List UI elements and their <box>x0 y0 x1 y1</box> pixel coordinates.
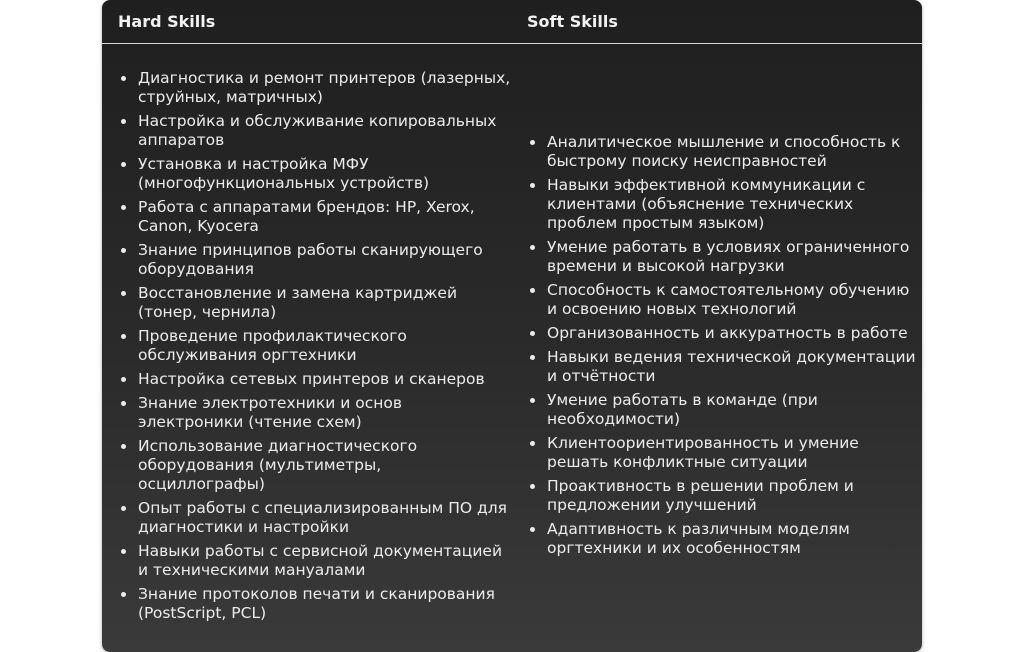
hard-skills-cell <box>102 44 511 652</box>
list-item: Способность к самостоятельному обучению и освоению новых технологий <box>527 281 922 319</box>
list-item: Знание электротехники и основ электроники (чтение схем) <box>118 394 511 432</box>
list-item: Аналитическое мышление и способность к быстрому поиску неисправностей <box>527 133 922 171</box>
skills-table <box>102 0 922 652</box>
list-item: Адаптивность к различным моделям оргтехники и их особенностям <box>527 520 922 558</box>
header-soft-skills: Soft Skills <box>527 12 618 31</box>
list-item: Навыки эффективной коммуникации с клиентами (объяснение технических проблем простым языком) <box>527 176 922 233</box>
list-item: Работа с аппаратами брендов: HP, Xerox, Canon, Kyocera <box>118 198 511 236</box>
list-item: Клиентоориентированность и умение решать конфликтные ситуации <box>527 434 922 472</box>
list-item: Навыки ведения технической документации и отчётности <box>527 348 922 386</box>
list-item: Знание протоколов печати и сканирования (PostScript, PCL) <box>118 585 511 623</box>
list-item: Настройка и обслуживание копировальных аппаратов <box>118 112 511 150</box>
list-item: Организованность и аккуратность в работе <box>527 324 922 343</box>
list-item: Установка и настройка МФУ (многофункциональных устройств) <box>118 155 511 193</box>
list-item: Умение работать в команде (при необходимости) <box>527 391 922 429</box>
list-item: Навыки работы с сервисной документацией и техническими мануалами <box>118 542 511 580</box>
list-item: Восстановление и замена картриджей (тонер, чернила) <box>118 284 511 322</box>
table-header-row <box>102 0 922 44</box>
list-item: Проактивность в решении проблем и предложении улучшений <box>527 477 922 515</box>
list-item: Диагностика и ремонт принтеров (лазерных, струйных, матричных) <box>118 69 511 107</box>
list-item: Настройка сетевых принтеров и сканеров <box>118 370 511 389</box>
list-item: Знание принципов работы сканирующего оборудования <box>118 241 511 279</box>
soft-skills-cell <box>511 44 922 652</box>
list-item: Опыт работы с специализированным ПО для диагностики и настройки <box>118 499 511 537</box>
header-hard-skills: Hard Skills <box>118 12 216 31</box>
list-item: Проведение профилактического обслуживания оргтехники <box>118 327 511 365</box>
list-item: Умение работать в условиях ограниченного времени и высокой нагрузки <box>527 238 922 276</box>
list-item: Использование диагностического оборудования (мультиметры, осциллографы) <box>118 437 511 494</box>
soft-skills-list <box>511 133 922 563</box>
hard-skills-list <box>102 69 511 628</box>
